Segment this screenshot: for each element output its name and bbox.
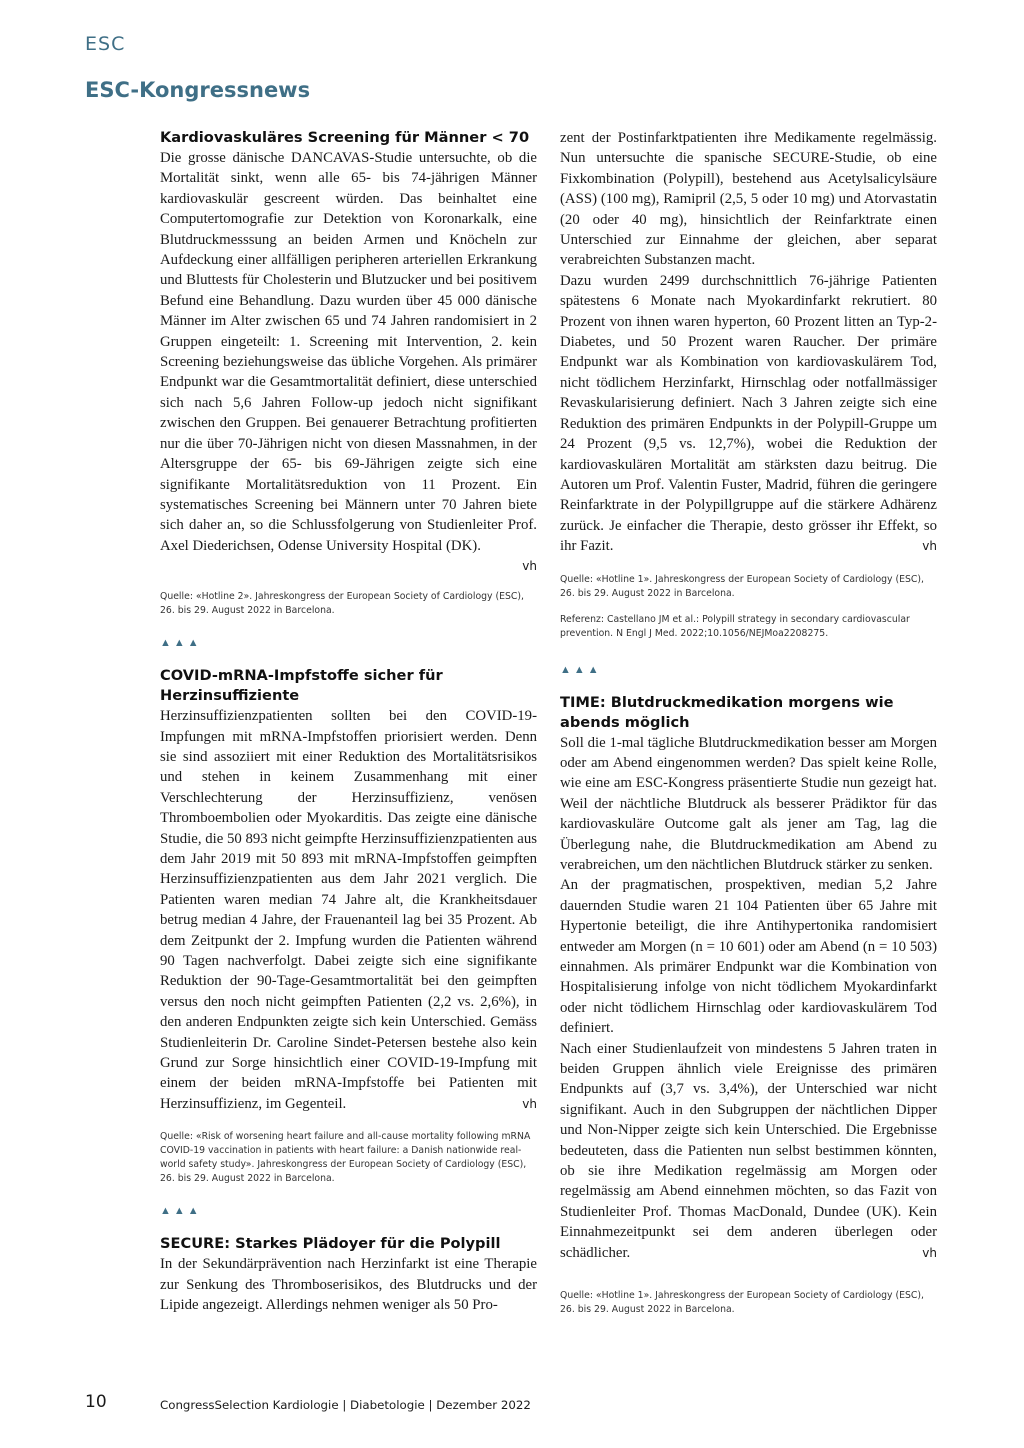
section-separator: ▲▲▲ xyxy=(160,637,202,650)
article-text: Dazu wurden 2499 durchschnittlich 76-jährige Patienten spätestens 6 Monate nach Myokardinfarkt rekrutiert. 80 Prozent von ihnen waren hyperton, 60 Prozent litten an Typ-2-Diabetes, und 50 Prozent waren Raucher. Der primäre Endpunkt war als Kombination von kardiovaskulärem Tod, nicht tödlichem Herzinfarkt, Hirnschlag oder notfallmässiger Revaskularisierung definiert. Nach 3 Jahren zeigte sich eine Reduktion des primären Endpunkts in der Polypill-Gruppe um 24 Prozent (9,5 vs. 12,7%), wobei die Reduktion der kardiovaskulären Mortalität am stärksten dazu beitrug. Die Autoren um Prof. Valentin Fuster, Madrid, führen die geringere Reinfarktrate in der Polypillgruppe auf die stärkere Adhärenz zurück. Je einfacher die Therapie, desto grösser ihr Effekt, so ihr Fazit. xyxy=(560,272,937,555)
author-signature: vh xyxy=(522,559,537,574)
article-paragraph xyxy=(160,706,537,1114)
page-number: 10 xyxy=(85,1392,107,1412)
article-body xyxy=(160,148,537,556)
article-paragraph: Soll die 1-mal tägliche Blutdruckmedikation besser am Morgen oder am Abend eingenommen werden? Das spielt keine Rolle, wie eine am ESC-Kongress präsentierte Studie nun gezeigt hat. Weil der nächtliche Blutdruck als besserer Prädiktor für das kardiovaskuläre Outcome galt als jener am Tag, lag die Überlegung nahe, die Blutdruckmedikation am Abend zu verabreichen, um den nächtlichen Blutdruck stärker zu senken. xyxy=(560,734,937,873)
article-secure-continued xyxy=(560,128,937,641)
article-body xyxy=(160,706,537,1114)
article-source: Quelle: «Hotline 1». Jahreskongress der European Society of Cardiology (ESC), 26. bis 29. August 2022 in Barcelona. xyxy=(560,573,924,599)
article-title: Kardiovaskuläres Screening für Männer < 70 xyxy=(160,129,530,146)
section-separator: ▲▲▲ xyxy=(160,1205,202,1218)
right-column xyxy=(560,128,937,1317)
article-covid xyxy=(160,666,537,1186)
section-separator: ▲▲▲ xyxy=(560,663,602,676)
author-signature: vh xyxy=(922,539,937,554)
author-signature: vh xyxy=(522,1096,537,1111)
article-title: COVID-mRNA-Impfstoffe sicher für Herzinsuffiziente xyxy=(160,667,443,705)
article-source: Quelle: «Hotline 1». Jahreskongress der European Society of Cardiology (ESC), 26. bis 29. August 2022 in Barcelona. xyxy=(560,1290,924,1316)
article-time xyxy=(560,693,937,1318)
article-paragraph xyxy=(560,1039,937,1263)
article-paragraph xyxy=(560,271,937,557)
article-secure-start xyxy=(160,1234,537,1315)
article-reference: Referenz: Castellano JM et al.: Polypill strategy in secondary cardiovascular prevention. N Engl J Med. 2022;10.1056/NEJMoa2208275. xyxy=(560,613,910,639)
left-column xyxy=(160,128,537,1315)
article-text: Herzinsuffizienzpatienten sollten bei den COVID-19-Impfungen mit mRNA-Impfstoffen priorisiert werden. Denn sie sind assoziiert mit einer Reduktion des Mortalitätsrisikos und stehen in keinem Zusammenhang mit einer Verschlechterung der Herzinsuffizienz, venösen Thromboembolien oder Myokarditis. Das zeigte eine dänische Studie, die 50 893 nicht geimpfte Herzinsuffizienzpatienten aus dem Jahr 2019 mit 50 893 mit mRNA-Impfstoffen geimpften Herzinsuffizienzpatienten aus dem Jahr 2021 verglich. Die Patienten waren median 74 Jahre alt, die Krankheitsdauer betrug median 4 Jahre, der Frauenanteil lag bei 35 Prozent. Ab dem Zeitpunkt der 2. Impfung wurden die Patienten während 90 Tagen nachverfolgt. Dabei zeigte sich eine signifikante Reduktion der 90-Tage-Gesamtmortalität bei den geimpften versus den noch nicht geimpften Patienten (2,2 vs. 2,6%), in den anderen Endpunkten zeigte sich kein Unterschied. Gemäss Studienleiterin Dr. Caroline Sindet-Petersen bestehe also kein Grund zur Sorge hinsichtlich einer COVID-19-Impfung mit einem der beiden mRNA-Impfstoffe bei Patienten mit Herzinsuffizienz, im Gegenteil. xyxy=(160,708,537,1112)
article-title: TIME: Blutdruckmedikation morgens wie abends möglich xyxy=(560,693,894,731)
author-signature: vh xyxy=(922,1245,937,1260)
publication-footer: CongressSelection Kardiologie | Diabetologie | Dezember 2022 xyxy=(160,1398,531,1412)
article-source: Quelle: «Risk of worsening heart failure and all-cause mortality following mRNA COVID-19 vaccination in patients with heart failure: a Danish nationwide real-world safety study». Jahreskongress der European Society of Cardiology (ESC), 26. bis 29. August 2022 in Barcelona. xyxy=(160,1131,531,1185)
article-body xyxy=(160,1254,537,1315)
article-paragraph: In der Sekundärprävention nach Herzinfarkt ist eine Therapie zur Senkung des Thromboserisikos, des Blutdrucks und der Lipide angezeigt. Allerdings nehmen weniger als 50 Pro- xyxy=(160,1256,537,1314)
article-screening xyxy=(160,128,537,618)
section-title: ESC-Kongressnews xyxy=(85,78,311,102)
article-paragraph: zent der Postinfarktpatienten ihre Medikamente regelmässig. Nun untersuchte die spanische SECURE-Studie, ob eine Fixkombination (Polypill), bestehend aus Acetylsalicylsäure (ASS) (100 mg), Ramipril (2,5, 5 oder 10 mg) und Atorvastatin (20 oder 40 mg), hinsichtlich der Reinfarktrate einen Unterschied zur Einnahme der gleichen, aber separat verabreichten Substanzen macht. xyxy=(560,130,937,269)
article-text: Nach einer Studienlaufzeit von mindestens 5 Jahren traten in beiden Gruppen ähnlich viele Ereignisse des primären Endpunkts auf (3,7 vs. 3,4%), der Unterschied war nicht signifikant. Auch in den Subgruppen der nächtlichen Dipper und Non-Nipper zeigte sich kein Unterschied. Die Ergebnisse bedeuteten, dass die Patienten nun selbst bestimmen könnten, ob sie ihre Medikation regelmässig am Morgen oder regelmässig am Abend einnehmen möchten, so das Fazit von Studienleiter Prof. Thomas MacDonald, Dundee (UK). Kein Einnahmezeitpunkt sei dem anderen überlegen oder schädlicher. xyxy=(560,1040,937,1261)
article-source: Quelle: «Hotline 2». Jahreskongress der European Society of Cardiology (ESC), 26. bis 29. August 2022 in Barcelona. xyxy=(160,591,524,617)
article-paragraph: An der pragmatischen, prospektiven, median 5,2 Jahre dauernden Studie waren 21 104 Patienten über 65 Jahre mit Hypertonie beteiligt, die ihre Antihypertonika randomisiert entweder am Morgen (n = 10 601) oder am Abend (n = 10 503) einnahmen. Als primärer Endpunkt war die Kombination von Hospitalisierung infolge von nicht tödlichem Myokardinfarkt oder nicht tödlichem Hirnschlag oder kardiovaskulärem Tod definiert. xyxy=(560,877,937,1037)
article-body xyxy=(560,733,937,1264)
article-title: SECURE: Starkes Plädoyer für die Polypill xyxy=(160,1235,501,1253)
article-paragraph: Die grosse dänische DANCAVAS-Studie untersuchte, ob die Mortalität sinkt, wenn alle 65- bis 74-jährigen Männer kardiovaskulär gescreent würden. Das beinhaltet eine Computertomografie zur Detektion von Koronarkalk, eine Blutdruckmesssung an beiden Armen und Knöcheln zur Aufdeckung einer allfälligen peripheren arteriellen Erkrankung und Bluttests für Cholesterin und Blutzucker und bei positivem Befund eine Behandlung. Dazu wurden über 45 000 dänische Männer im Alter zwischen 65 und 74 Jahren randomisiert in 2 Gruppen eingeteilt: 1. Screening mit Intervention, 2. kein Screening beziehungsweise das übliche Vorgehen. Als primärer Endpunkt war die Gesamtmortalität definiert, diese unterschied sich nach 5,6 Jahren Follow-up jedoch nicht signifikant zwischen den Gruppen. Bei genauerer Betrachtung profitierten nur die über 70-Jährigen nicht von diesen Massnahmen, in der Altersgruppe der 65- bis 69-Jährigen zeigte sich eine signifikante Mortalitätsreduktion von 11 Prozent. Ein systematisches Screening bei Männern unter 70 Jahren biete sich daher an, so die Schlussfolgerung von Studienleiter Prof. Axel Diederichsen, Odense University Hospital (DK). xyxy=(160,150,537,554)
section-label: ESC xyxy=(85,33,126,55)
article-body xyxy=(560,128,937,557)
